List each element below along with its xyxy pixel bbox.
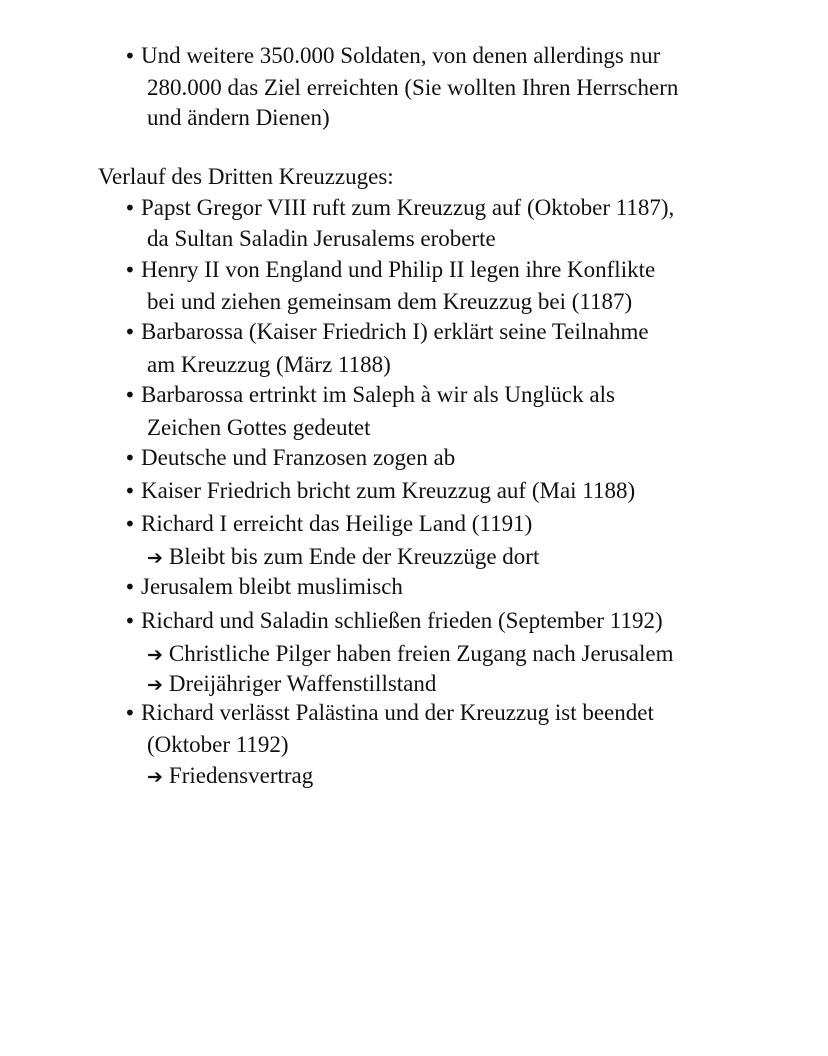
bullet-line: Richard I erreicht das Heilige Land (1191) [141, 511, 533, 536]
bullet-line: Richard verlässt Palästina und der Kreuzzug ist beendet [141, 700, 654, 725]
bullet-line: Richard und Saladin schließen frieden (September 1192) [141, 608, 663, 633]
bullet-icon: • [124, 320, 136, 344]
bullet-icon: • [124, 609, 136, 633]
bullet-icon: • [124, 479, 136, 503]
bullet-line: Barbarossa (Kaiser Friedrich I) erklärt seine Teilnahme [141, 319, 649, 344]
bullet-icon: • [124, 196, 136, 220]
bullet-continuation: da Sultan Saladin Jerusalems eroberte [147, 226, 496, 251]
sub-item-text: Bleibt bis zum Ende der Kreuzzüge dort [168, 544, 540, 569]
sub-item-text: Friedensvertrag [168, 763, 314, 788]
arrow-sub-item [147, 760, 313, 793]
bullet-continuation: am Kreuzzug (März 1188) [147, 352, 391, 377]
intro-bullet-line-2: 280.000 das Ziel erreichten (Sie wollten Ihren Herrschern [147, 75, 679, 100]
sub-item-text: Dreijähriger Waffenstillstand [168, 671, 437, 696]
bullet-line: Barbarossa ertrinkt im Saleph à wir als Unglück als [141, 382, 615, 407]
bullet-line: Papst Gregor VIII ruft zum Kreuzzug auf (Oktober 1187), [141, 195, 675, 220]
arrow-right-icon: ➔ [147, 644, 163, 666]
bullet-continuation: bei und ziehen gemeinsam dem Kreuzzug bei (1187) [147, 289, 633, 314]
bullet-line: Henry II von England und Philip II legen ihre Konflikte [141, 257, 656, 282]
bullet-icon: • [124, 446, 136, 470]
intro-bullet-line-1: Und weitere 350.000 Soldaten, von denen allerdings nur [141, 43, 661, 68]
bullet-line: Jerusalem bleibt muslimisch [141, 574, 403, 599]
bullet-continuation: Zeichen Gottes gedeutet [147, 415, 371, 440]
bullet-icon: • [124, 701, 136, 725]
bullet-continuation: (Oktober 1192) [147, 732, 289, 757]
bullet-icon: • [124, 575, 136, 599]
section-heading: Verlauf des Dritten Kreuzzuges: [98, 164, 394, 189]
arrow-right-icon: ➔ [147, 766, 163, 788]
arrow-right-icon: ➔ [147, 674, 163, 696]
bullet-icon: • [124, 258, 136, 282]
bullet-icon: • [124, 44, 136, 68]
arrow-right-icon: ➔ [147, 547, 163, 569]
bullet-line: Kaiser Friedrich bricht zum Kreuzzug auf (Mai 1188) [141, 478, 636, 503]
bullet-icon: • [124, 383, 136, 407]
arrow-sub-item [147, 541, 539, 574]
intro-bullet-line-3: und ändern Dienen) [147, 105, 330, 130]
sub-item-text: Christliche Pilger haben freien Zugang nach Jerusalem [168, 641, 674, 666]
arrow-sub-item [147, 638, 673, 671]
bullet-line: Deutsche und Franzosen zogen ab [141, 445, 456, 470]
bullet-icon: • [124, 512, 136, 536]
